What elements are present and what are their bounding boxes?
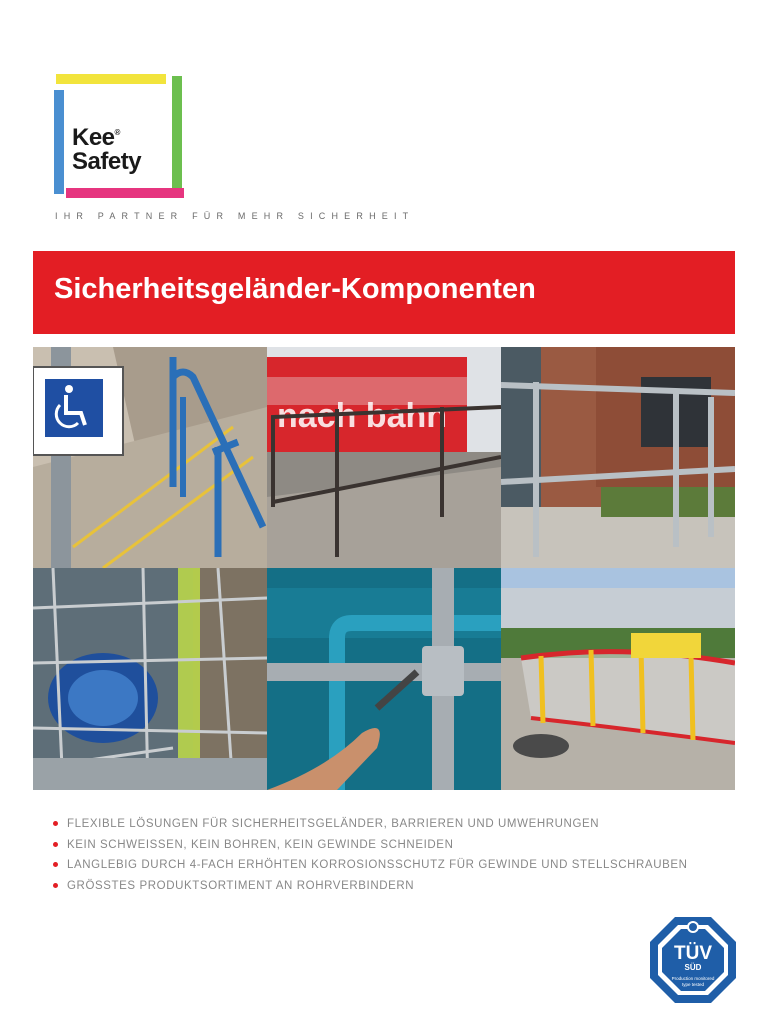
tagline: IHR PARTNER FÜR MEHR SICHERHEIT <box>55 211 415 221</box>
kee-safety-logo <box>52 72 188 202</box>
logo-word-kee: Kee® <box>72 124 120 151</box>
photo-wrench-tightening <box>267 568 501 790</box>
photo-tram-railing <box>267 347 501 568</box>
bullet-dot <box>53 821 58 826</box>
list-item: GRÖSSTES PRODUKTSORTIMENT AN ROHRVERBINDERN <box>53 876 688 897</box>
logo-bar-top <box>56 74 166 84</box>
tuv-name: TÜV <box>674 943 712 964</box>
bullet-dot <box>53 883 58 888</box>
bullet-dot <box>53 842 58 847</box>
photo-playground-fence <box>501 568 735 790</box>
logo-word-safety: Safety <box>72 148 142 175</box>
title-banner <box>33 251 735 334</box>
list-item: KEIN SCHWEISSEN, KEIN BOHREN, KEIN GEWINDE SCHNEIDEN <box>53 835 688 856</box>
tuv-line1: Production monitored <box>671 976 715 981</box>
logo-bar-bottom <box>66 188 184 198</box>
photo-handrail-wheelchair <box>33 347 267 568</box>
page-title: Sicherheitsgeländer-Komponenten <box>54 273 536 305</box>
list-item: FLEXIBLE LÖSUNGEN FÜR SICHERHEITSGELÄNDER, BARRIEREN UND UMWEHRUNGEN <box>53 814 688 835</box>
feature-list <box>53 814 688 896</box>
bullet-dot <box>53 862 58 867</box>
photo-industrial-scaffold <box>33 568 267 790</box>
photo-brick-building-railing <box>501 347 735 568</box>
tram-lettering: nach bahn <box>277 397 448 435</box>
tuv-sud-badge <box>650 917 736 1003</box>
logo-bar-right <box>172 76 182 188</box>
tuv-sub: SÜD <box>684 963 702 972</box>
photo-grid <box>33 347 735 790</box>
logo-bar-left <box>54 90 64 194</box>
tuv-line2: type tested <box>681 982 705 987</box>
list-item: LANGLEBIG DURCH 4-FACH ERHÖHTEN KORROSIONSSCHUTZ FÜR GEWINDE UND STELLSCHRAUBEN <box>53 855 688 876</box>
